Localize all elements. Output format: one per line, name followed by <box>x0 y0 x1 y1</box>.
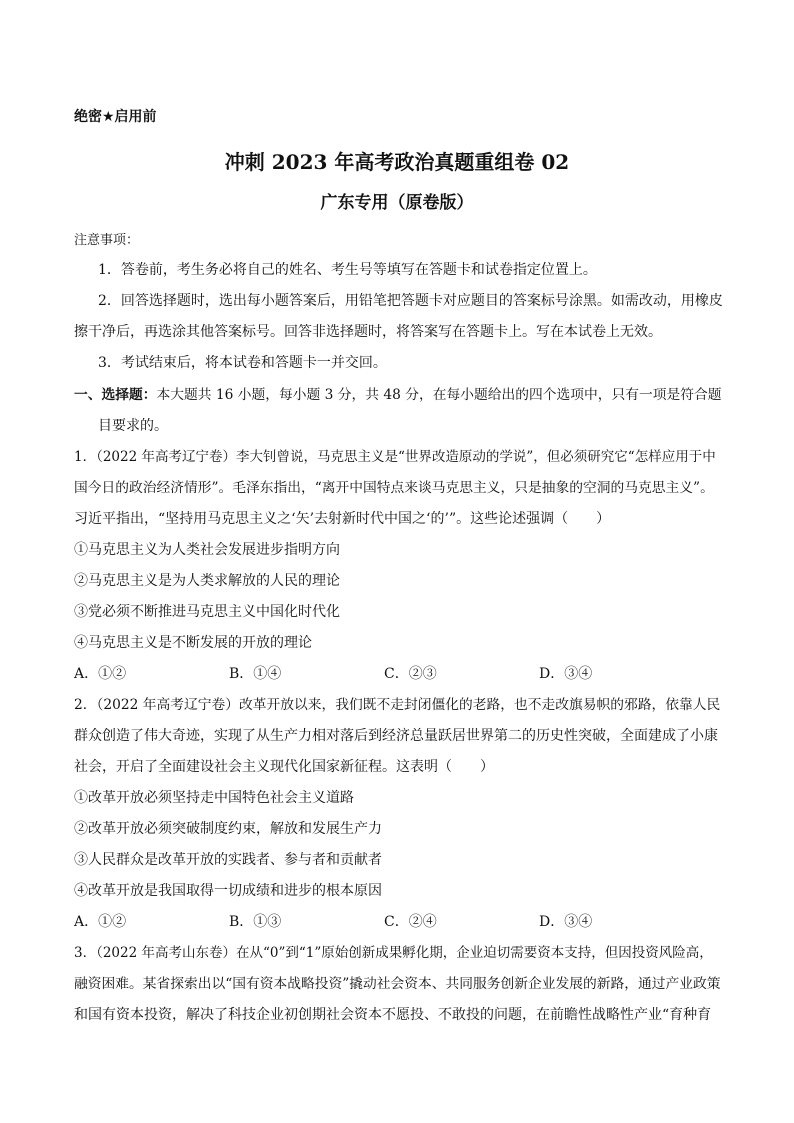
secret-label: 绝密★启用前 <box>74 109 157 125</box>
answer-options <box>74 659 724 690</box>
notice-item: 3．考试结束后，将本试卷和答题卡一并交回。 <box>98 355 387 371</box>
question-stem: 1．（2022 年高考辽宁卷）李大钊曾说，马克思主义是“世界改造原动的学说”，但必须研究它“怎样应用于中 <box>74 449 716 465</box>
question-item: ①改革开放必须坚持走中国特色社会主义道路 <box>74 790 354 806</box>
option-b: B．①④ <box>229 666 282 682</box>
section-line: 本大题共 16 小题，每小题 3 分，共 48 分，在每小题给出的四个选项中，只有一项是符合题 <box>156 387 722 403</box>
question-stem: 和国有资本投资，解决了科技企业初创期社会资本不愿投、不敢投的问题，在前瞻性战略性产业“育种育 <box>74 1007 712 1023</box>
notice-item: 2．回答选择题时，选出每小题答案后，用铅笔把答题卡对应题目的答案标号涂黑。如需改动，用橡皮 <box>98 293 723 309</box>
notice-item: 擦干净后，再选涂其他答案标号。回答非选择题时，将答案写在答题卡上。写在本试卷上无效。 <box>74 324 662 340</box>
question-item: ①马克思主义为人类社会发展进步指明方向 <box>74 542 340 558</box>
question-item: ②改革开放必须突破制度约束，解放和发展生产力 <box>74 821 382 837</box>
option-c: C．②④ <box>384 914 437 930</box>
question-stem: 融资困难。某省探索出以“国有资本战略投资”撬动社会资本、共同服务创新企业发展的新路，通过产业政策 <box>74 976 721 992</box>
question-stem: 国今日的政治经济情形”。毛泽东指出，“离开中国特点来谈马克思主义，只是抽象的空洞的马克思主义”。 <box>74 480 714 496</box>
section-prefix: 一、选择题： <box>74 387 157 403</box>
option-a: A．①② <box>74 666 127 682</box>
option-d: D．③④ <box>539 666 593 682</box>
question-stem: 2．（2022 年高考辽宁卷）改革开放以来，我们既不走封闭僵化的老路，也不走改旗易帜的邪路，依靠人民 <box>74 697 721 713</box>
question-stem: 社会，开启了全面建设社会主义现代化国家新征程。这表明（ ） <box>74 759 494 775</box>
notice-heading: 注意事项： <box>74 233 140 248</box>
question-item: ②马克思主义是为人类求解放的人民的理论 <box>74 573 340 589</box>
question-item: ④马克思主义是不断发展的开放的理论 <box>74 635 312 651</box>
answer-options <box>74 907 724 938</box>
question-item: ③人民群众是改革开放的实践者、参与者和贡献者 <box>74 852 382 868</box>
option-a: A．①② <box>74 914 127 930</box>
page-subtitle: 广东专用（原卷版） <box>320 193 474 213</box>
option-c: C．②③ <box>384 666 437 682</box>
question-item: ③党必须不断推进马克思主义中国化时代化 <box>74 604 340 620</box>
section-line: 目要求的。 <box>98 418 168 434</box>
option-d: D．③④ <box>539 914 593 930</box>
question-stem: 3．（2022 年高考山东卷）在从“0”到“1”原始创新成果孵化期，企业迫切需要资本支持，但因投资风险高， <box>74 945 713 961</box>
section-heading <box>74 380 724 411</box>
question-item: ④改革开放是我国取得一切成绩和进步的根本原因 <box>74 883 382 899</box>
question-stem: 群众创造了伟大奇迹，实现了从生产力相对落后到经济总量跃居世界第二的历史性突破，全面建成了小康 <box>74 728 718 744</box>
option-b: B．①③ <box>229 914 282 930</box>
question-stem: 习近平指出，“坚持用马克思主义之‘矢’去射新时代中国之‘的’”。这些论述强调（ ） <box>74 511 611 527</box>
notice-item: 1．答卷前，考生务必将自己的姓名、考生号等填写在答题卡和试卷指定位置上。 <box>98 262 597 278</box>
page-title: 冲刺 2023 年高考政治真题重组卷 02 <box>224 150 570 174</box>
